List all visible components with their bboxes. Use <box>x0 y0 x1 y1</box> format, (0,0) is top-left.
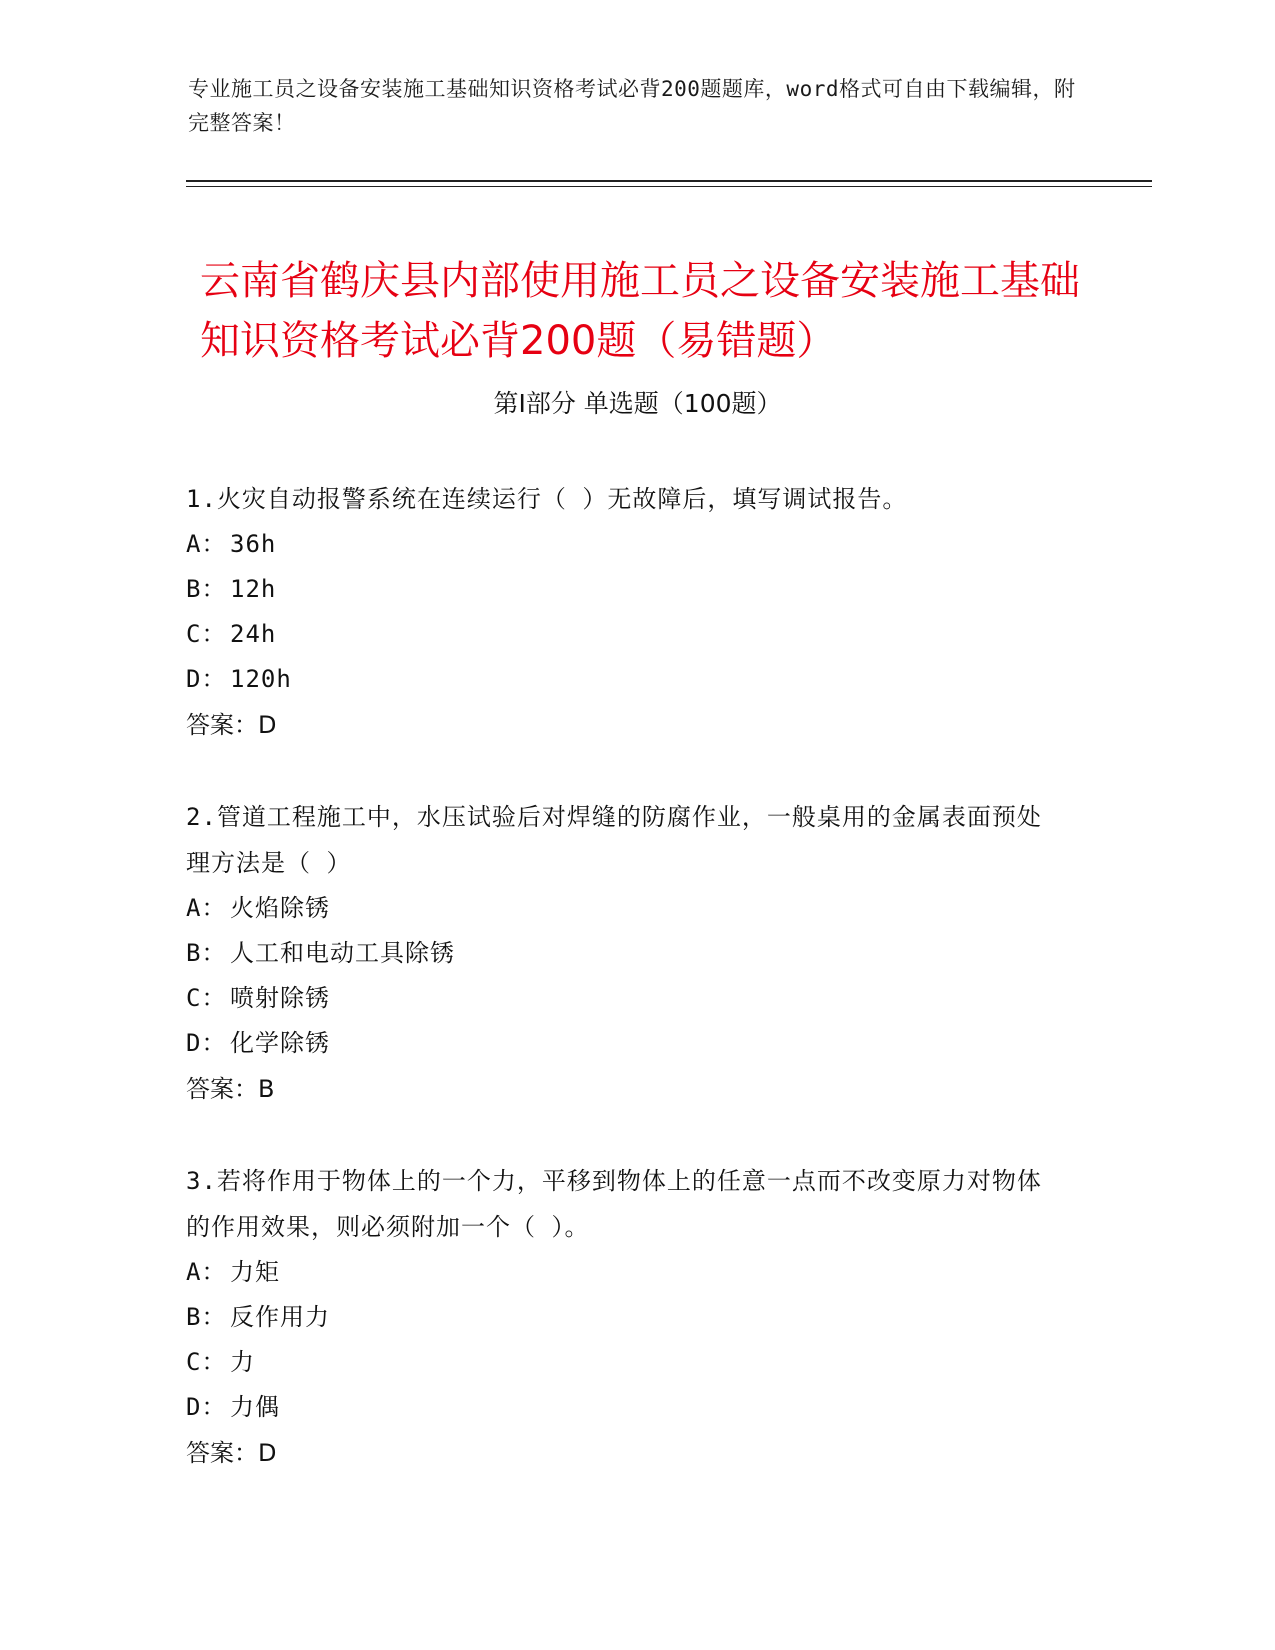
header-divider-thin <box>186 186 1152 187</box>
option-text: 火焰除锈 <box>230 894 330 922</box>
option-b <box>186 931 1066 976</box>
option-text: 12h <box>230 575 277 603</box>
option-text: 反作用力 <box>230 1303 330 1331</box>
option-text: 24h <box>230 620 277 648</box>
option-a <box>186 522 1066 567</box>
question-stem: 1.火灾自动报警系统在连续运行（ ）无故障后，填写调试报告。 <box>186 485 908 513</box>
header-note: 专业施工员之设备安装施工基础知识资格考试必背200题题库，word格式可自由下载编辑，附完整答案！ <box>188 77 1076 135</box>
answer-line: 答案：D <box>186 711 277 739</box>
option-b <box>186 1295 1066 1340</box>
option-text: 力偶 <box>230 1393 280 1421</box>
option-d <box>186 1385 1066 1430</box>
section-heading: 第Ⅰ部分 单选题（100题） <box>493 389 782 418</box>
option-c <box>186 1340 1066 1385</box>
option-c <box>186 976 1066 1021</box>
option-text: 力矩 <box>230 1258 280 1286</box>
answer-line: 答案：D <box>186 1439 277 1467</box>
option-key: D： <box>186 665 227 693</box>
option-a <box>186 886 1066 931</box>
option-c <box>186 612 1066 657</box>
question-list <box>186 476 1066 1522</box>
option-key: C： <box>186 620 227 648</box>
option-text: 喷射除锈 <box>230 984 330 1012</box>
option-d <box>186 1021 1066 1066</box>
question-stem: 2.管道工程施工中，水压试验后对焊缝的防腐作业，一般桌用的金属表面预处理方法是（ ） <box>186 803 1042 877</box>
document-title: 云南省鹤庆县内部使用施工员之设备安装施工基础知识资格考试必背200题（易错题） <box>200 257 1080 364</box>
question-1 <box>186 476 1066 748</box>
option-key: A： <box>186 894 227 922</box>
option-key: A： <box>186 1258 227 1286</box>
option-text: 力 <box>230 1348 255 1376</box>
option-d <box>186 657 1066 702</box>
option-key: B： <box>186 575 227 603</box>
option-b <box>186 567 1066 612</box>
question-3 <box>186 1158 1066 1476</box>
option-key: D： <box>186 1029 227 1057</box>
option-text: 人工和电动工具除锈 <box>230 939 455 967</box>
option-key: A： <box>186 530 227 558</box>
option-text: 120h <box>230 665 292 693</box>
answer-line: 答案：B <box>186 1075 275 1103</box>
option-key: C： <box>186 984 227 1012</box>
option-text: 36h <box>230 530 277 558</box>
option-key: D： <box>186 1393 227 1421</box>
option-key: C： <box>186 1348 227 1376</box>
option-a <box>186 1250 1066 1295</box>
header-divider <box>186 180 1152 182</box>
question-2 <box>186 794 1066 1112</box>
question-stem: 3.若将作用于物体上的一个力，平移到物体上的任意一点而不改变原力对物体的作用效果，则必须附加一个（ ）。 <box>186 1167 1042 1241</box>
option-key: B： <box>186 1303 227 1331</box>
option-text: 化学除锈 <box>230 1029 330 1057</box>
option-key: B： <box>186 939 227 967</box>
